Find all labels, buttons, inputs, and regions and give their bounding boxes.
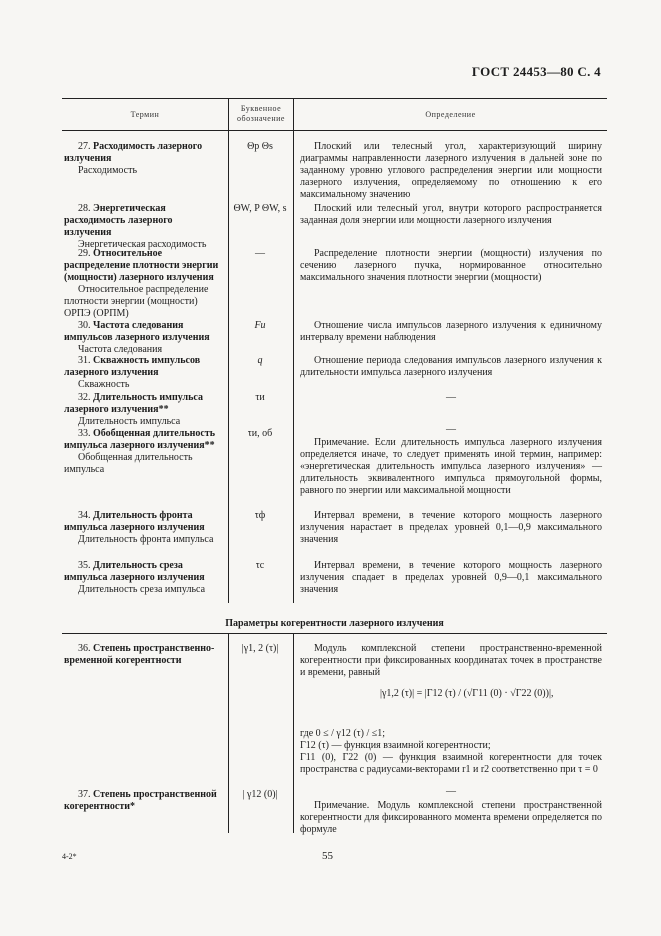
- footer-mark: 4-2*: [62, 852, 77, 861]
- definition-cell: Интервал времени, в течение которого мощность лазерного излучения нарастает в пределах уровней 0,1—0,9 максимального значения: [300, 510, 602, 545]
- table-row: 33. Обобщенная длительность импульса лазерного излучения** Обобщенная длительность импульса: [64, 428, 216, 475]
- definition-cell: Плоский или телесный угол, внутри которого распространяется заданная доля энергии или мощности лазерного излучения: [300, 203, 602, 226]
- note-text: Примечание. Если длительность импульса лазерного излучения определяется иначе, то следует применять иной термин, например: «энергетическая длительность импульса лазерного излучения» — длительность эквивалентного импульса прямоугольной формы, равного по энергии или максимальной мощности: [300, 437, 602, 496]
- symbol-cell: |γ1, 2 (τ)|: [241, 643, 279, 654]
- table-row: 35. Длительность среза импульса лазерного излучения Длительность среза импульса: [64, 560, 206, 595]
- note-text: Примечание. Модуль комплексной степени пространственной когерентности для фиксированного момента времени определяется по формуле: [300, 800, 602, 835]
- symbol-cell: τс: [255, 560, 265, 571]
- definition-cell: Плоский или телесный угол, характеризующий ширину диаграммы направленности лазерного излучения в дальней зоне по заданному уровню углового распределения энергии или мощности лазерного излучения, определяемому по отношению к его максимальному значению: [300, 141, 602, 200]
- symbol-cell: Fи: [254, 320, 266, 331]
- column-divider: [293, 98, 294, 603]
- col-symbol-header: Буквенное обозначение: [237, 104, 285, 123]
- table-head-rule: [62, 130, 607, 131]
- formula-explanation: Γ12 (τ) — функция взаимной когерентности;: [300, 740, 491, 751]
- column-divider: [228, 98, 229, 603]
- formula-condition: где 0 ≤ / γ12 (τ) / ≤1;: [300, 728, 386, 739]
- definition-cell: Модуль комплексной степени пространственно-временной когерентности при фиксированных координатах точек в пространстве и времени, равный: [300, 643, 602, 678]
- section-title: Параметры когерентности лазерного излучения: [225, 618, 444, 629]
- definition-cell: —: [446, 424, 456, 435]
- symbol-cell: Θp Θs: [247, 141, 273, 152]
- column-divider: [228, 633, 229, 833]
- symbol-cell: ΘW, P ΘW, s: [233, 203, 287, 214]
- definition-cell: Отношение числа импульсов лазерного излучения к единичному интервалу времени наблюдения: [300, 320, 602, 343]
- section-rule: [62, 633, 607, 634]
- definition-cell: Распределение плотности энергии (мощности) излучения по сечению лазерного пучка, нормированное относительно максимального значения плотности энергии (мощности): [300, 248, 602, 283]
- page-number: 55: [322, 850, 333, 862]
- table-row: 36. Степень пространственно-временной когерентности: [64, 643, 215, 666]
- table-row: 29. Относительное распределение плотности энергии (мощности) лазерного излучения Относительное распределение плотности энергии (мощности) ОРПЭ (ОРПМ): [64, 248, 219, 319]
- table-row: 37. Степень пространственной когерентности*: [64, 789, 217, 812]
- table-row: 34. Длительность фронта импульса лазерного излучения Длительность фронта импульса: [64, 510, 214, 545]
- table-row: 27. Расходимость лазерного излучения Расходимость: [64, 141, 203, 176]
- coherence-formula: |γ1,2 (τ)| = |Γ12 (τ) / (√Γ11 (0) · √Γ22 (0))|,: [380, 688, 554, 699]
- table-row: 28. Энергетическая расходимость лазерного излучения Энергетическая расходимость: [64, 203, 207, 250]
- table-top-rule: [62, 98, 607, 99]
- symbol-cell: q: [257, 355, 263, 366]
- symbol-cell: τи, об: [247, 428, 273, 439]
- table-row: 30. Частота следования импульсов лазерного излучения Частота следования: [64, 320, 210, 355]
- definition-cell: —: [446, 786, 456, 797]
- symbol-cell: —: [255, 248, 265, 259]
- definition-cell: Интервал времени, в течение которого мощность лазерного излучения спадает в пределах уровней 0,9—0,1 максимального значения: [300, 560, 602, 595]
- column-divider: [293, 633, 294, 833]
- symbol-cell: τи: [255, 392, 265, 403]
- table-row: 31. Скважность импульсов лазерного излучения Скважность: [64, 355, 201, 390]
- col-definition-header: Определение: [425, 110, 476, 119]
- table-row: 32. Длительность импульса лазерного излучения** Длительность импульса: [64, 392, 203, 427]
- symbol-cell: τф: [254, 510, 266, 521]
- formula-explanation: Γ11 (0), Γ22 (0) — функция взаимной когерентности для точек пространства с радиусами-векторами r1 и r2 соответственно при τ = 0: [300, 752, 602, 775]
- symbol-cell: | γ12 (0)|: [242, 789, 278, 800]
- col-term-header: Термин: [130, 110, 160, 119]
- page-header: ГОСТ 24453—80 С. 4: [471, 64, 601, 79]
- definition-cell: —: [446, 392, 456, 403]
- definition-cell: Отношение периода следования импульсов лазерного излучения к длительности импульса лазерного излучения: [300, 355, 602, 378]
